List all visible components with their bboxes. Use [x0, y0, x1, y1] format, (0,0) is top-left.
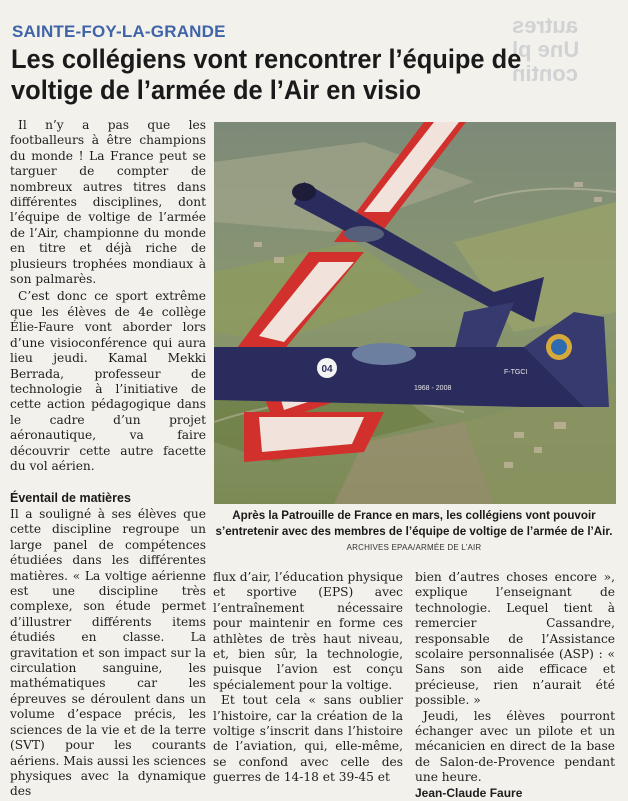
plane-anniversary-text: 1968 - 2008	[414, 385, 452, 392]
article-column-3	[213, 570, 403, 786]
article-photo	[214, 122, 616, 504]
body-paragraph: bien d’autres choses encore », explique l’enseignant de technologie. Lequel tient à remercier Cassandre, responsable de l’Assistance scolaire personnalisée (ASP) : « Sans son aide efficace et précieuse, rien n’aurait été possible. »	[415, 570, 615, 708]
bleed-through-line: Une pl	[512, 37, 580, 62]
author-signature: Jean-Claude Faure	[415, 785, 523, 800]
plane-number: 04	[321, 364, 333, 375]
bleed-through-line: autres	[512, 13, 579, 38]
body-paragraph: Et tout cela « sans oublier l’histoire, car la création de la voltige s’inscrit dans l’histoire de l’aviation, qui, elle-même, se confond avec celle des guerres de 14-18 et 39-45 et	[213, 693, 403, 785]
caption-text: Après la Patrouille de France en mars, les collégiens vont pouvoir s’entretenir avec des membres de l’équipe de voltige de l’armée de l’Air.	[215, 509, 613, 538]
location-kicker: SAINTE-FOY-LA-GRANDE	[12, 22, 226, 41]
section-subheading: Éventail de matières	[10, 491, 131, 505]
article-column-2	[10, 507, 206, 800]
article-column-1	[10, 118, 206, 474]
bleed-through-line: contin	[512, 61, 578, 86]
article-headline: Les collégiens vont rencontrer l’équipe de voltige de l’armée de l’Air en visio	[11, 44, 522, 105]
lead-paragraph: Il n’y a pas que les footballeurs à être champions du monde ! La France peut se targuer de compter de nombreux autres titres dans différentes disciplines, dont l’équipe de voltige de l’armée de l’Air, championne du monde en titre et déjà riche de plusieurs trophées mondiaux à son palmarès.	[10, 118, 206, 287]
body-paragraph: Il a souligné à ses élèves que cette discipline regroupe un large panel de compétences étudiées dans les différentes matières. « La voltige aérienne est une discipline très complexe, son étude permet d’illustrer différents items étudiés en classe. La gravitation et son impact sur la circulation sanguine, les mathématiques car les épreuves se déroulent dans un volume d’espace précis, les sciences de la vie et de la terre (SVT) pour les courants aériens. Mais aussi les sciences physiques avec la dynamique des	[10, 507, 207, 799]
aerobatic-planes-illustration	[214, 122, 616, 504]
photo-caption	[214, 508, 614, 556]
body-paragraph: flux d’air, l’éducation physique et sportive (EPS) avec l’entraînement nécessaire pour maintenir en forme ces athlètes de très haut niveau, et, bien sûr, la technologie, puisque l’avion est conçu spécialement pour la voltige.	[213, 570, 403, 692]
article-column-4	[415, 570, 615, 801]
body-paragraph: C’est donc ce sport extrême que les élèves de 4e collège Élie-Faure vont aborder lors d’une visioconférence qui aura lieu jeudi. Kamal Mekki Berrada, professeur de technologie à l’initiative de cette action pédagogique dans le cadre d’un projet aéronautique, va faire découvrir cette autre facette du vol aérien.	[10, 289, 206, 473]
photo-credit: ARCHIVES EPAA/ARMÉE DE L’AIR	[346, 543, 482, 552]
plane-registration: F-TGCI	[504, 369, 528, 376]
body-paragraph: Jeudi, les élèves pourront échanger avec un pilote et un mécanicien en direct de la base de Salon-de-Provence pendant une heure.	[415, 708, 615, 785]
